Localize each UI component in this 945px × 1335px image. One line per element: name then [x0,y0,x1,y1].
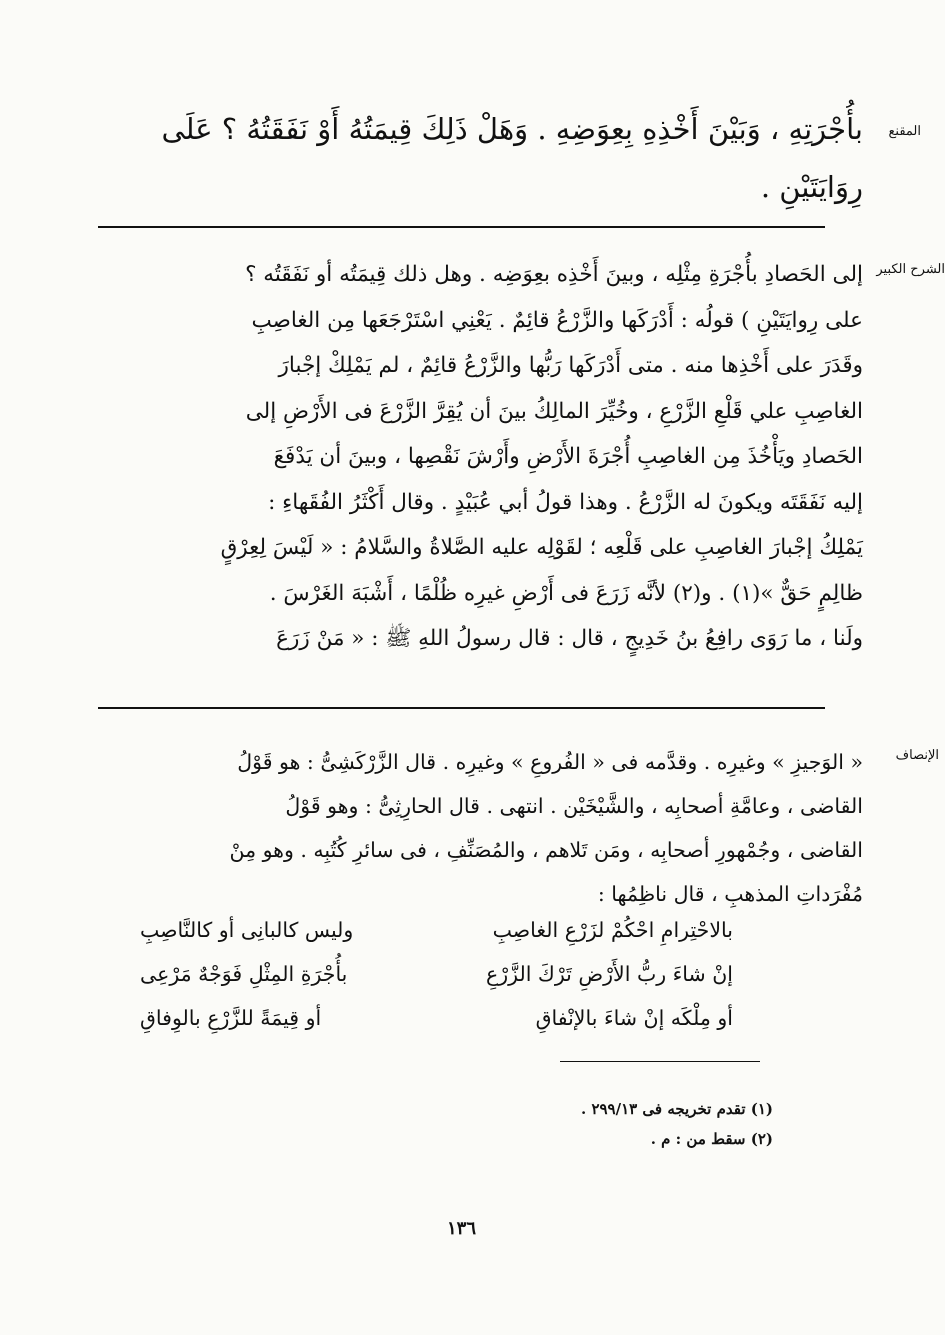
text-line: ولَنا ، ما رَوَى رافِعُ بنُ خَدِيجٍ ، قال : قال رسولُ اللهِ ﷺ : « مَنْ زَرَعَ [276,626,863,651]
page-number: ١٣٦ [446,1218,476,1239]
text-line: وقَدَرَ على أَخْذِها منه . متى أَدْرَكَها رَبُّها والزَّرْعُ قائِمٌ ، لم يَمْلِكْ إجْبارَ [278,353,863,378]
verse-first-hemistich: بالاحْتِرامِ احْكُمْ لزَرْعِ الغاصِبِ [492,918,733,942]
text-line: الغاصِبِ علي قَلْعِ الزَّرْعِ ، وخُيِّرَ المالِكُ بينَ أن يُقِرَّ الزَّرْعَ فى الأَرْضِ إلى [245,398,863,424]
footnote-divider [560,1061,760,1062]
verse-second-hemistich: أو قِيمَةً للزَّرْعِ بالوِفاقِ [140,1006,322,1030]
footnote: (١) تقدم تخريجه فى ٢٩٩/١٣ . [580,1100,773,1118]
poem-verses [140,918,733,1050]
verse-row [140,1006,733,1050]
insaf-text [90,740,863,916]
text-line: ظالِمٍ حَقٌّ »(١) . و(٢) لأنَّه زَرَعَ فى أَرْضِ غيرِه ظُلْمًا ، أَشْبَهَ الغَرْسَ . [269,580,863,606]
insaf-label: الإنصاف [895,748,939,763]
verse-first-hemistich: إنْ شاءَ ربُّ الأَرْضِ تَرْكَ الزَّرْعِ [486,962,733,986]
sharh-text [90,252,863,662]
muqni-label: المقنع [888,124,921,139]
verse-row [140,962,733,1006]
verse-second-hemistich: وليس كالبانِى أو كالنَّاصِبِ [140,918,354,942]
text-line: إليه نَفَقَتَه ويكونَ له الزَّرْعُ . وهذا قولُ أبي عُبَيْدٍ . وقال أَكْثَرُ الفُقَهاءِ : [268,489,863,515]
text-line: رِوَايَتَيْنِ . [760,170,863,204]
muqni-section [90,100,921,216]
text-line: الحَصادِ ويَأْخُذَ مِن الغاصِبِ أُجْرَةَ الأَرْضِ وأَرْشَ نَقْصِها ، وبينَ أن يَدْفَعَ [273,444,863,469]
insaf-section [90,740,939,916]
muqni-text [90,100,863,216]
verse-second-hemistich: بأُجْرَةِ المِثْلِ فَوَجْهٌ مَرْعِى [140,962,348,986]
text-line: القاضى ، وعامَّةِ أصحابِه ، والشَّيْخَيْن . انتهى . قال الحارِثِىُّ : وهو قَوْلُ [285,794,863,818]
text-line: بأُجْرَتِهِ ، وَبَيْنَ أَخْذِهِ بِعِوَضِهِ . وَهَلْ ذَلِكَ قِيمَتُهُ أَوْ نَفَقَتُهُ ؟ عَلَى [161,112,863,146]
section-divider [98,707,825,709]
verse-row [140,918,733,962]
text-line: يَمْلِكُ إجْبارَ الغاصِبِ على قَلْعِه ؛ لقَوْلِه عليه الصَّلاةُ والسَّلامُ : « لَيْسَ لِعِرْقٍ [220,535,863,560]
text-line: على رِوايَتَيْنِ ) قولُه : أَدْرَكَها والزَّرْعُ قائِمٌ . يَعْنِي اسْتَرْجَعَها مِن الغاصِبِ [251,307,863,333]
footnote: (٢) سقط من : م . [650,1130,773,1148]
footnotes [581,1094,773,1154]
verse-first-hemistich: أو مِلْكَه إنْ شاءَ بالإنْفاقِ [535,1006,733,1030]
text-line: مُفْرَداتِ المذهبِ ، قال ناظِمُها : [597,882,863,906]
text-line: القاضى ، وجُمْهورِ أصحابِه ، ومَن تَلاهم ، والمُصَنِّفِ ، فى سائرِ كُتُبِه . وهو مِنْ [229,838,863,862]
text-line: « الوَجيزِ » وغيرِه . وقدَّمه فى « الفُروعِ » وغيرِه . قال الزَّرْكَشِىُّ : هو قَوْلُ [237,750,863,774]
sharh-label: الشرح الكبير [876,262,945,277]
text-line: إلى الحَصادِ بأُجْرَةِ مِثْلِه ، وبينَ أَخْذِه بعِوَضِه . وهل ذلك قِيمَتُه أو نَفَقَتُه ؟ [245,262,863,287]
section-divider [98,226,825,228]
sharh-section [90,252,945,662]
